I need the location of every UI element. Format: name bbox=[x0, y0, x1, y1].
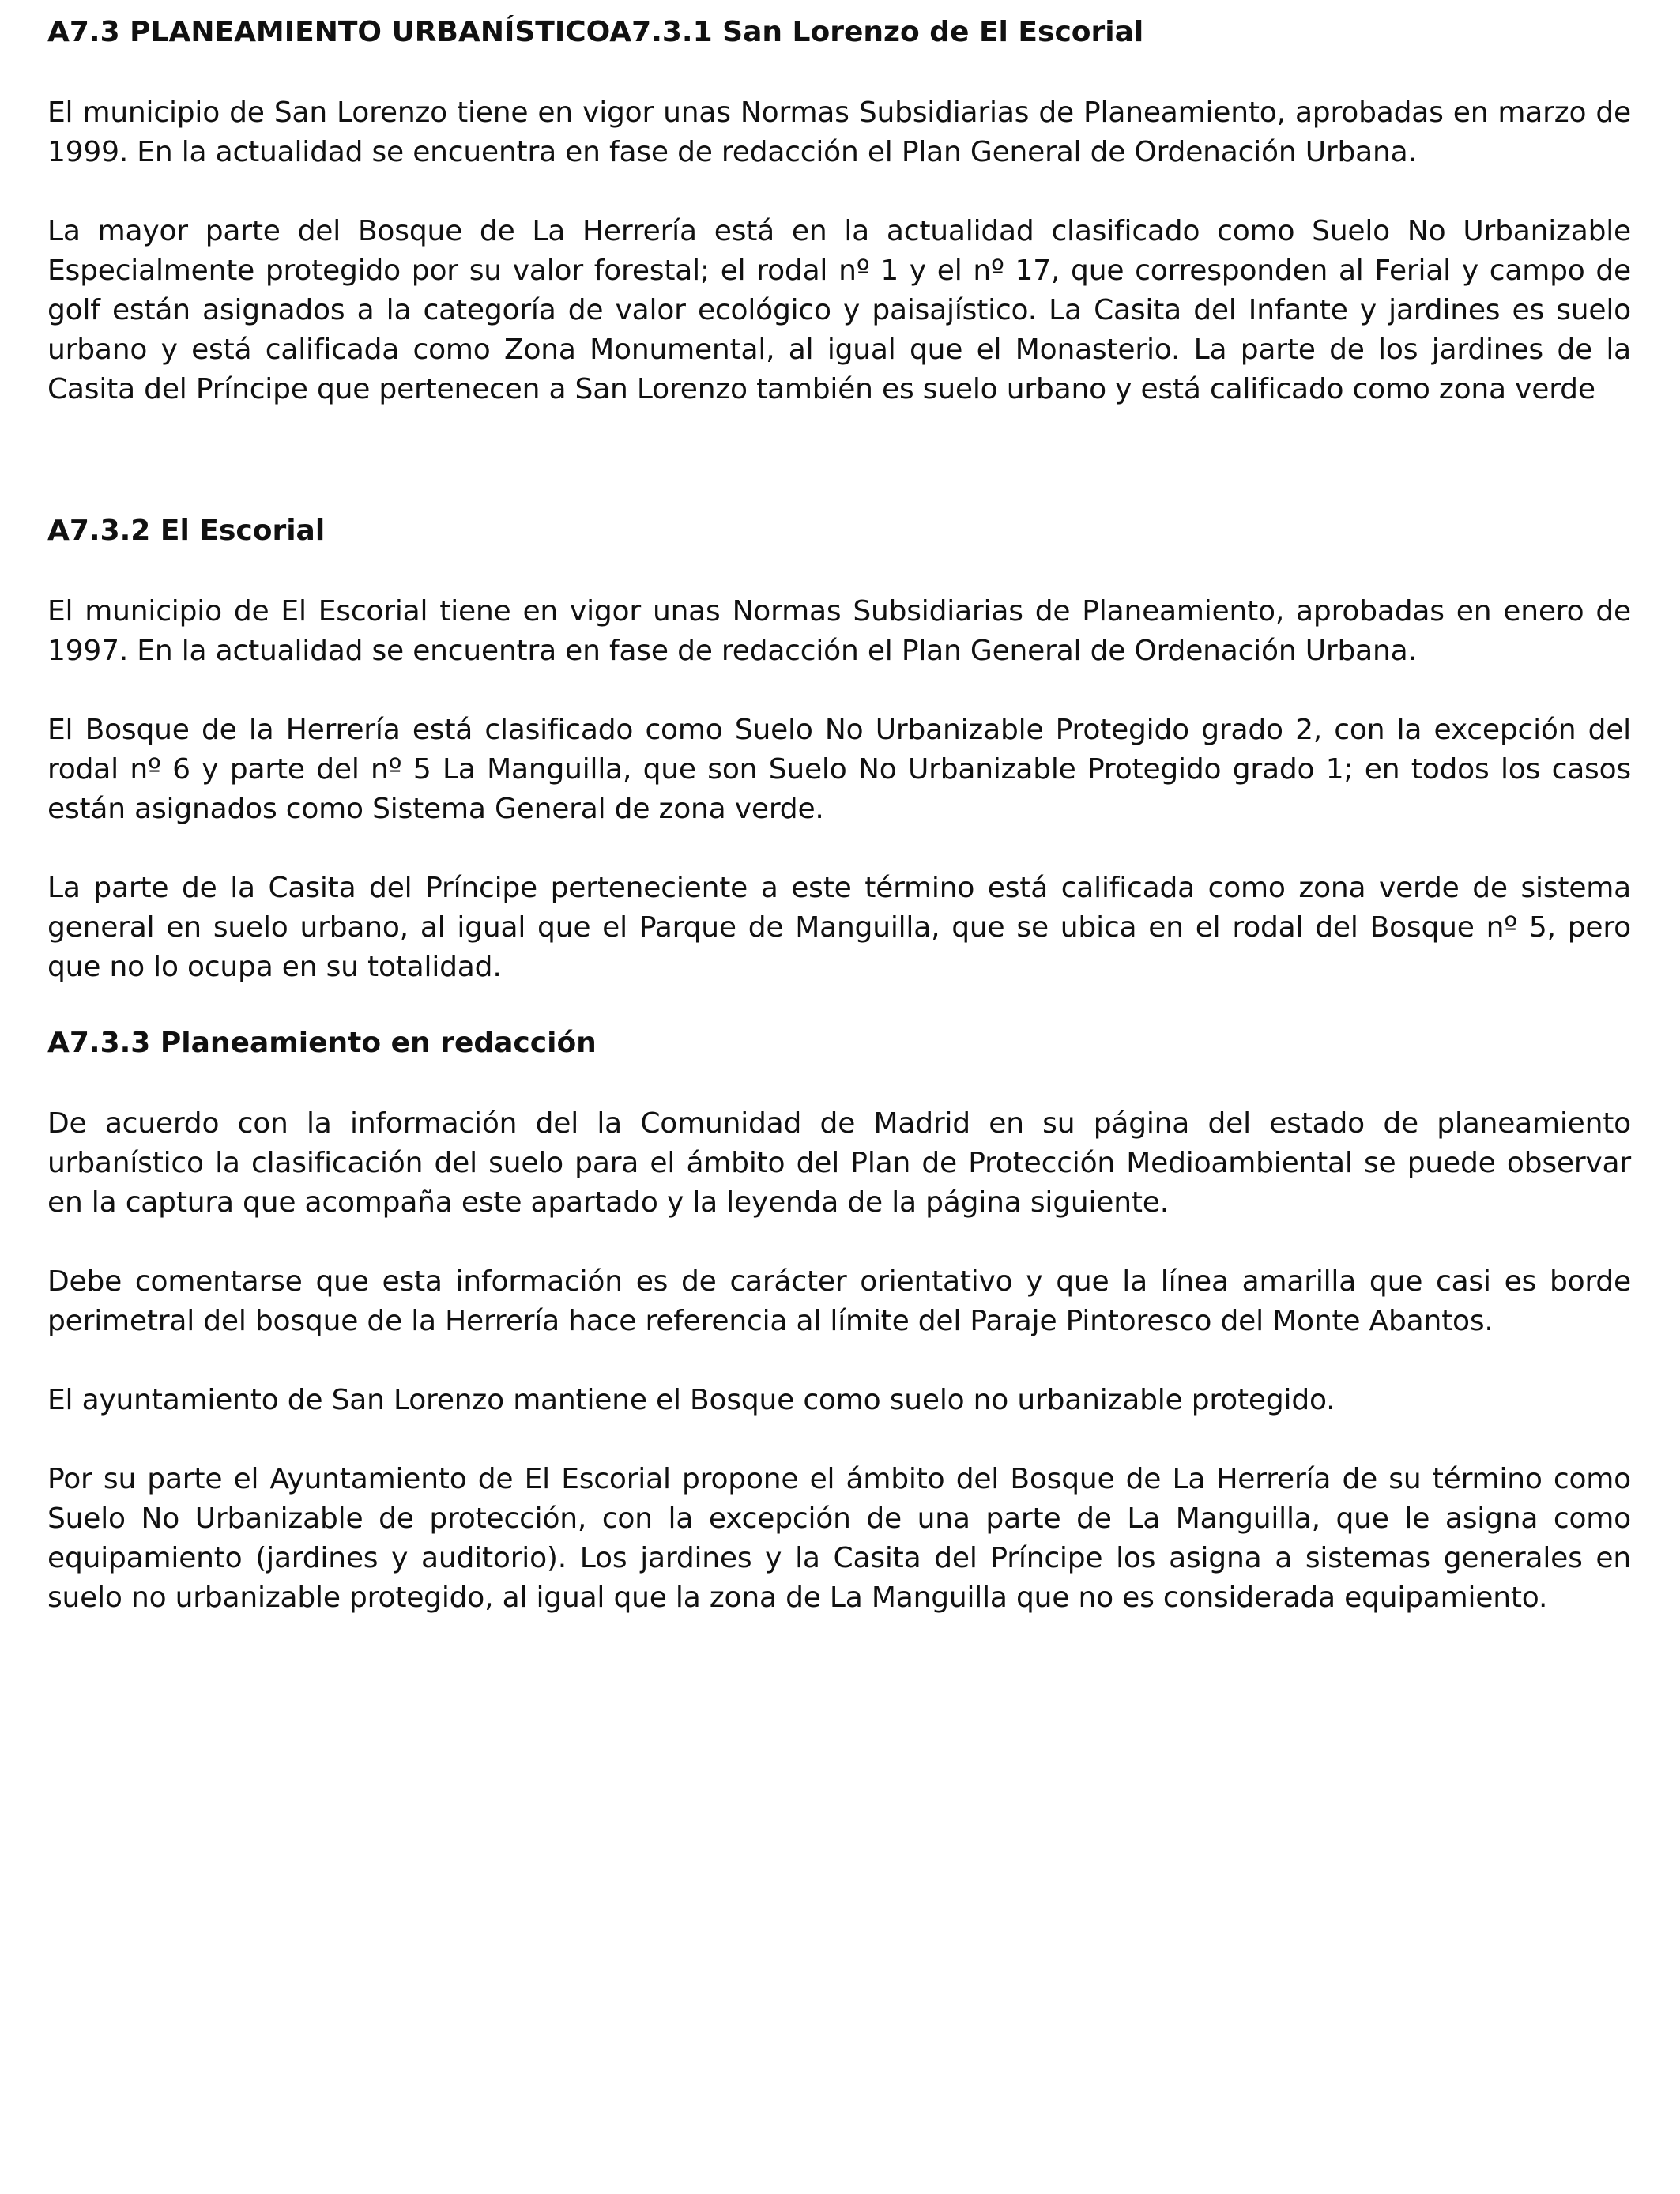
section-heading-a7-3-2: A7.3.2 El Escorial bbox=[47, 515, 326, 547]
paragraph-redaccion-el-escorial: Por su parte el Ayuntamiento de El Escorial propone el ámbito del Bosque de La Herrería de su término como Suelo No Urbanizable de protección, con la excepción de una parte de La Manguilla, que le asigna como equipamiento (jardines y auditorio). Los jardines y la Casita del Príncipe los asigna a sistemas generales en suelo no urbanizable protegido, al igual que la zona de La Manguilla que no es considerada equipamiento. bbox=[47, 1463, 1631, 1614]
paragraph-redaccion-linea-amarilla: Debe comentarse que esta información es de carácter orientativo y que la línea amarilla que casi es borde perimetral del bosque de la Herrería hace referencia al límite del Paraje Pintoresco del Monte Abantos. bbox=[47, 1265, 1631, 1337]
document-page bbox=[47, 9, 1631, 1618]
section-heading-a7-3: A7.3 PLANEAMIENTO URBANÍSTICOA7.3.1 San Lorenzo de El Escorial bbox=[47, 16, 1144, 48]
paragraph-san-lorenzo-bosque: La mayor parte del Bosque de La Herrería está en la actualidad clasificado como Suelo No Urbanizable Especialmente protegido por su valor forestal; el rodal nº 1 y el nº 17, que corresponden al Ferial y campo de golf están asignados a la categoría de valor ecológico y paisajístico. La Casita del Infante y jardines es suelo urbano y está calificada como Zona Monumental, al igual que el Monasterio. La parte de los jardines de la Casita del Príncipe que pertenecen a San Lorenzo también es suelo urbano y está calificado como zona verde bbox=[47, 215, 1631, 405]
paragraph-el-escorial-normas: El municipio de El Escorial tiene en vigor unas Normas Subsidiarias de Planeamiento, aprobadas en enero de 1997. En la actualidad se encuentra en fase de redacción el Plan General de Ordenación Urbana. bbox=[47, 595, 1631, 667]
paragraph-redaccion-informacion: De acuerdo con la información del la Comunidad de Madrid en su página del estado de planeamiento urbanístico la clasificación del suelo para el ámbito del Plan de Protección Medioambiental se puede observar en la captura que acompaña este apartado y la leyenda de la página siguiente. bbox=[47, 1107, 1631, 1219]
paragraph-el-escorial-casita: La parte de la Casita del Príncipe perteneciente a este término está calificada como zona verde de sistema general en suelo urbano, al igual que el Parque de Manguilla, que se ubica en el rodal del Bosque nº 5, pero que no lo ocupa en su totalidad. bbox=[47, 872, 1631, 983]
section-heading-a7-3-3: A7.3.3 Planeamiento en redacción bbox=[47, 1027, 597, 1059]
paragraph-redaccion-san-lorenzo: El ayuntamiento de San Lorenzo mantiene el Bosque como suelo no urbanizable protegido. bbox=[47, 1384, 1335, 1416]
paragraph-san-lorenzo-normas: El municipio de San Lorenzo tiene en vigor unas Normas Subsidiarias de Planeamiento, aprobadas en marzo de 1999. En la actualidad se encuentra en fase de redacción el Plan General de Ordenación Urbana. bbox=[47, 96, 1631, 168]
paragraph-el-escorial-bosque: El Bosque de la Herrería está clasificado como Suelo No Urbanizable Protegido grado 2, con la excepción del rodal nº 6 y parte del nº 5 La Manguilla, que son Suelo No Urbanizable Protegido grado 1; en todos los casos están asignados como Sistema General de zona verde. bbox=[47, 714, 1631, 825]
